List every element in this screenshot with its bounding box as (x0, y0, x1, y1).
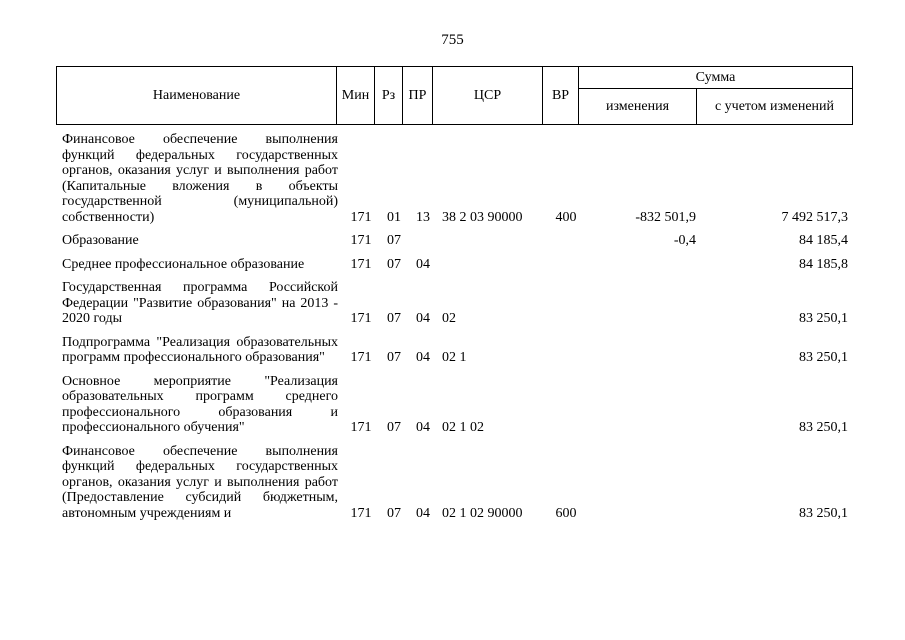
row-vr: 600 (555, 505, 577, 521)
row-csr: 02 1 02 90000 (442, 505, 523, 521)
header-csr: ЦСР (433, 67, 543, 125)
row-rz: 07 (387, 233, 401, 248)
row-pr: 04 (416, 350, 430, 365)
row-pr: 04 (416, 256, 430, 272)
row-total: 83 250,1 (799, 505, 848, 521)
header-min: Мин (337, 67, 375, 125)
row-csr: 02 1 (442, 350, 467, 365)
table-body (56, 132, 852, 529)
row-min: 171 (350, 233, 372, 248)
row-vr: 400 (555, 209, 577, 225)
row-total: 83 250,1 (799, 420, 848, 435)
header-rz: Рз (375, 67, 403, 125)
header-name: Наименование (57, 67, 337, 125)
header-with-changes: с учетом изменений (697, 89, 853, 125)
row-total: 84 185,8 (799, 256, 848, 272)
row-name: Основное мероприятие "Реализация образовательных программ среднего профессионального образования и профессионального обучения" (62, 373, 338, 435)
row-rz: 07 (387, 505, 401, 521)
row-min: 171 (350, 505, 372, 521)
table-row (56, 335, 852, 366)
row-rz: 01 (387, 209, 401, 225)
row-pr: 13 (416, 209, 430, 225)
header-sum: Сумма (579, 67, 853, 89)
row-change: -832 501,9 (635, 209, 696, 225)
row-min: 171 (350, 420, 372, 435)
row-min: 171 (350, 350, 372, 365)
table-row (56, 374, 852, 436)
row-csr: 38 2 03 90000 (442, 209, 523, 225)
table-row (56, 444, 852, 522)
page-number: 755 (441, 32, 464, 48)
table-row (56, 280, 852, 327)
table-row (56, 233, 852, 249)
row-name: Образование (62, 233, 139, 248)
row-rz: 07 (387, 420, 401, 435)
row-rz: 07 (387, 256, 401, 272)
header-pr: ПР (403, 67, 433, 125)
row-name: Финансовое обеспечение выполнения функций федеральных государственных органов, оказания услуг и выполнения работ (Капитальные вложения в объекты государственной (муниципальной) собственности) (62, 132, 338, 225)
row-pr: 04 (416, 420, 430, 435)
row-min: 171 (350, 311, 372, 326)
header-vr: ВР (543, 67, 579, 125)
header-changes: изменения (579, 89, 697, 125)
row-pr: 04 (416, 505, 430, 521)
row-csr: 02 (442, 311, 456, 326)
row-name: Финансовое обеспечение выполнения функций федеральных государственных органов, оказания услуг и выполнения работ (Предоставление субсидий бюджетным, автономным учреждениям и (62, 443, 338, 521)
row-name: Государственная программа Российской Федерации "Развитие образования" на 2013 - 2020 годы (62, 280, 338, 326)
row-csr: 02 1 02 (442, 420, 484, 435)
row-min: 171 (350, 256, 372, 272)
row-rz: 07 (387, 350, 401, 365)
row-total: 7 492 517,3 (781, 209, 848, 225)
table-header (56, 66, 853, 125)
row-rz: 07 (387, 311, 401, 326)
table-row (56, 257, 852, 273)
row-change: -0,4 (673, 233, 696, 248)
row-total: 83 250,1 (799, 311, 848, 326)
row-name: Среднее профессиональное образование (62, 256, 305, 272)
row-min: 171 (350, 209, 372, 225)
table-row (56, 132, 852, 225)
row-total: 83 250,1 (799, 350, 848, 365)
row-pr: 04 (416, 311, 430, 326)
row-total: 84 185,4 (799, 233, 848, 248)
row-name: Подпрограмма "Реализация образовательных программ профессионального образования" (62, 334, 338, 365)
